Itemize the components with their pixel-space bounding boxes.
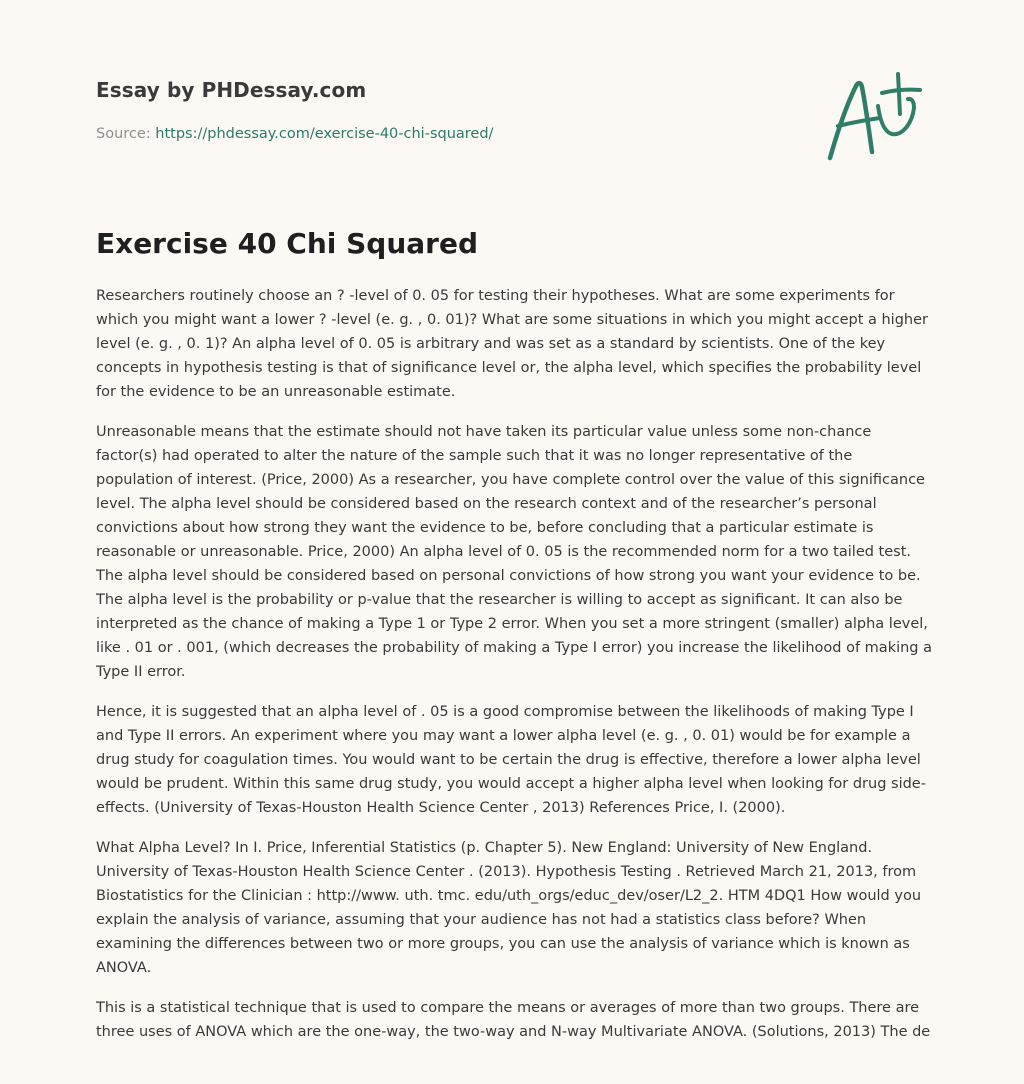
site-brand: Essay by PHDessay.com — [96, 78, 367, 102]
source-link[interactable]: https://phdessay.com/exercise-40-chi-squared/ — [155, 126, 494, 142]
body-paragraph: Hence, it is suggested that an alpha level of . 05 is a good compromise between the likelihoods of making Type I and Type II errors. An experiment where you may want a lower alpha level (e. g. , 0. 01) would be for example a drug study for coagulation times. You would want to be certain the drug is effective, therefore a lower alpha level would be prudent. Within this same drug study, you would accept a higher alpha level when looking for drug side-effects. (University of Texas-Houston Health Science Center , 2013) References Price, I. (2000). — [96, 704, 926, 816]
body-paragraph: Unreasonable means that the estimate should not have taken its particular value unless some non-chance factor(s) had operated to alter the nature of the sample such that it was no longer representative of the population of interest. (Price, 2000) As a researcher, you have complete control over the value of this significance level. The alpha level should be considered based on the research context and of the researcher’s personal convictions about how strong they want the evidence to be, before concluding that a particular estimate is reasonable or unreasonable. Price, 2000) An alpha level of 0. 05 is the recommended norm for a two tailed test. The alpha level should be considered based on personal convictions of how strong you want your evidence to be. The alpha level is the probability or p-value that the researcher is willing to accept as significant. It can also be interpreted as the chance of making a Type 1 or Type 2 error. When you set a more stringent (smaller) alpha level, like . 01 or . 001, (which decreases the probability of making a Type I error) you increase the likelihood of making a Type II error. — [96, 424, 933, 680]
page-header — [96, 76, 928, 166]
source-label: Source: — [96, 126, 156, 142]
a-plus-grade-icon — [822, 68, 926, 164]
body-paragraph: This is a statistical technique that is used to compare the means or averages of more than two groups. There are three uses of ANOVA which are the one-way, the two-way and N-way Multivariate ANOVA. (Solutions, 2013) The de — [96, 1000, 931, 1040]
source-line — [96, 124, 493, 144]
essay-title: Exercise 40 Chi Squared — [96, 227, 479, 260]
body-paragraph: What Alpha Level? In I. Price, Inferential Statistics (p. Chapter 5). New England: University of New England. University of Texas-Houston Health Science Center . (2013). Hypothesis Testing . Retrieved March 21, 2013, from Biostatistics for the Clinician : http://www. uth. tmc. edu/uth_orgs/educ_dev/oser/L2_2. HTM 4DQ1 How would you explain the analysis of variance, assuming that your audience has not had a statistics class before? When examining the differences between two or more groups, you can use the analysis of variance which is known as ANOVA. — [96, 840, 922, 976]
body-paragraph: Researchers routinely choose an ? -level of 0. 05 for testing their hypotheses. What are some experiments for which you might want a lower ? -level (e. g. , 0. 01)? What are some situations in which you might accept a higher level (e. g. , 0. 1)? An alpha level of 0. 05 is arbitrary and was set as a standard by scientists. One of the key concepts in hypothesis testing is that of significance level or, the alpha level, which specifies the probability level for the evidence to be an unreasonable estimate. — [96, 288, 928, 400]
essay-body — [96, 284, 932, 1060]
